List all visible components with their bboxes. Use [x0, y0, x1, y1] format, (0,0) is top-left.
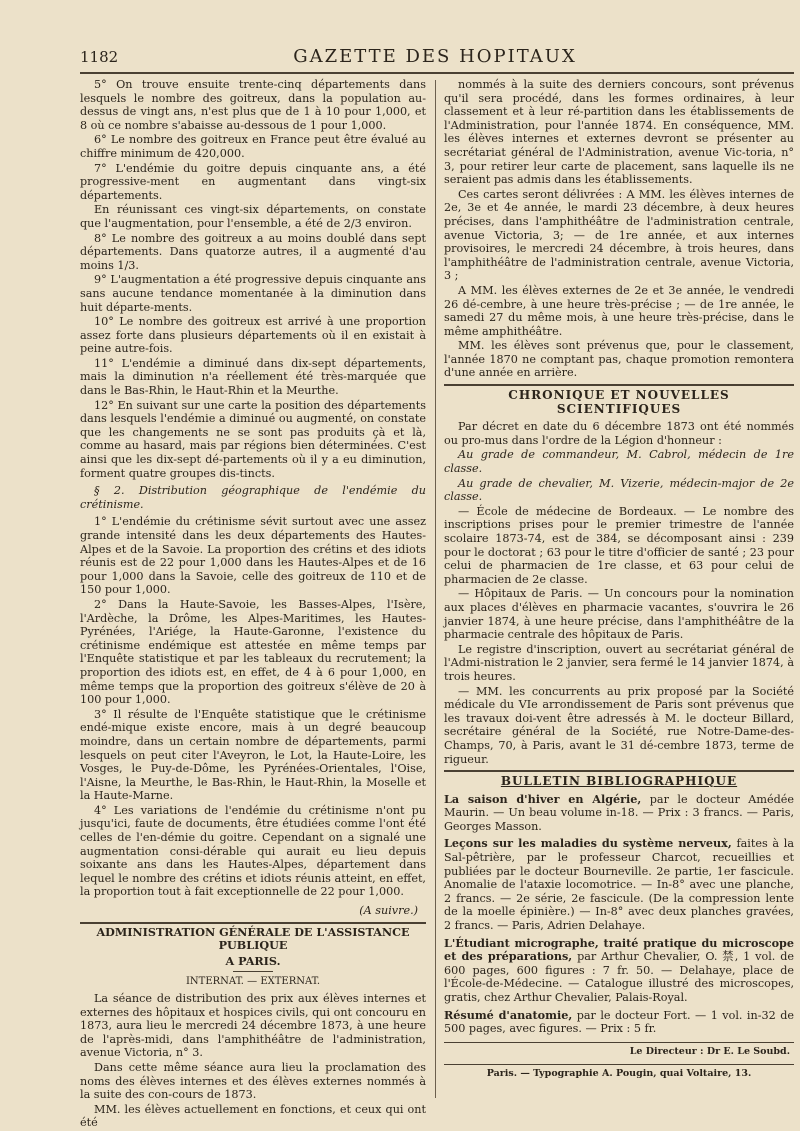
paragraph: A MM. les élèves externes de 2e et 3e année, le vendredi 26 dé-cembre, à une heure très-précise ; — de 1re année, le samedi 27 du même mois, à une heure très-précise, dans le même amphithéâtre.	[444, 283, 794, 338]
right-column	[444, 78, 794, 1083]
bulletin-title: BULLETIN BIBLIOGRAPHIQUE	[500, 774, 738, 789]
section-rule	[80, 922, 426, 924]
paragraph: Par décret en date du 6 décembre 1873 ont été nommés ou pro-mus dans l'ordre de la Légion d'honneur :	[444, 420, 794, 447]
paragraph: 12° En suivant sur une carte la position des départements dans lesquels l'endémie a diminué ou augmenté, on constate que les changements ne se sont pas produits çà et là, comme au hasard, mais par régions bien déterminées. C'est ainsi que les dix-sept dé-partements où il y a eu diminution, forment quatre groupes dis-tincts.	[80, 398, 426, 480]
paragraph: 9° L'augmentation a été progressive depuis cinquante ans sans aucune tendance momentanée à la diminution dans huit départe-ments.	[80, 273, 426, 314]
small-rule	[233, 971, 273, 972]
paragraph: Le registre d'inscription, ouvert au secrétariat général de l'Admi-nistration le 2 janvier, sera fermé le 14 janvier 1874, à trois heures.	[444, 642, 794, 683]
journal-title: GAZETTE DES HOPITAUX	[293, 46, 577, 67]
entry-title: Leçons sur les maladies du système nerveux,	[444, 836, 732, 851]
header-rule	[80, 72, 794, 74]
director-line: Le Directeur : Dr E. Le Soubd.	[629, 1045, 790, 1057]
paragraph: MM. les élèves sont prévenus que, pour le classement, l'année 1870 ne comptant pas, chaque promotion remontera d'une année en arrière.	[444, 339, 794, 380]
column-divider	[435, 80, 436, 1098]
page-header	[80, 46, 790, 72]
paragraph: 2° Dans la Haute-Savoie, les Basses-Alpes, l'Isère, l'Ardèche, la Drôme, les Alpes-Maritimes, les Hautes-Pyrénées, l'Ariége, la Haute-Garonne, l'existence du crétinisme endémique est attestée en même temps par l'Enquête statistique et par les tableaux du recrutement; la proportion des idiots est, en effet, de 4 à 6 pour 1,000, en même temps que la proportion des goitreux s'élève de 20 à 100 pour 1,000.	[80, 597, 426, 707]
paragraph: — Hôpitaux de Paris. — Un concours pour la nomination aux places d'élèves en pharmacie vacantes, s'ouvrira le 26 janvier 1874, à une heure précise, dans l'amphithéâtre de la pharmacie centrale des hôpitaux de Paris.	[444, 587, 794, 642]
paragraph: En réunissant ces vingt-six départements, on constate que l'augmentation, pour l'ensemble, a été de 2/3 environ.	[80, 203, 426, 230]
section-rule	[444, 770, 794, 772]
bibliography-entry	[444, 937, 794, 1005]
paragraph: 11° L'endémie a diminué dans dix-sept départements, mais la diminution n'a réellement été très-marquée que dans le Bas-Rhin, le Haut-Rhin et la Meurthe.	[80, 356, 426, 398]
paragraph: 4° Les variations de l'endémie du crétinisme n'ont pu jusqu'ici, faute de documents, être étudiées comme l'ont été celles de l'en-démie du goitre. Cependant on a signalé une augmentation consi-dérable qui aurait eu lieu depuis soixante ans dans les Hautes-Alpes, département dans lequel le nombre des crétins et idiots réunis atteint, en effet, la proportion tout à fait exceptionnelle de 22 pour 1,000.	[80, 803, 426, 899]
page-number: 1182	[80, 48, 119, 66]
footer-rule	[444, 1064, 794, 1065]
section-heading: § 2. Distribution géographique de l'endémie du crétinisme.	[80, 484, 426, 511]
entry-text: par le docteur Amédée Maurin. — Un beau volume in-18. — Prix : 3 francs. — Paris, Georges Masson.	[444, 792, 794, 833]
entry-title: L'Étudiant micrographe, traité pratique du microscope et des préparations,	[444, 935, 794, 964]
left-column	[80, 78, 426, 1131]
assistance-city: A PARIS.	[225, 953, 281, 968]
entry-title: Résumé d'anatomie,	[444, 1007, 573, 1022]
bibliography-entry	[444, 1009, 794, 1036]
paragraph: Ces cartes seront délivrées : A MM. les élèves internes de 2e, 3e et 4e année, le mardi 23 décembre, à deux heures précises, dans l'amphithéâtre de l'administration centrale, avenue Victoria, 3; — de 1re année, et aux internes provisoires, le mercredi 24 décembre, à trois heures, dans l'amphithéâtre de l'administration centrale, avenue Victoria, 3 ;	[444, 187, 794, 283]
assistance-title: ADMINISTRATION GÉNÉRALE DE L'ASSISTANCE PUBLIQUE	[96, 924, 410, 953]
paragraph: La séance de distribution des prix aux élèves internes et externes des hôpitaux et hospices civils, qui ont concouru en 1873, aura lieu le mercredi 24 décembre 1873, à une heure de l'après-midi, dans l'amphithéâtre de l'administration, avenue Victoria, n° 3.	[80, 992, 426, 1060]
printer-line: Paris. — Typographie A. Pougin, quai Voltaire, 13.	[486, 1068, 752, 1080]
continued-note: (A suivre.)	[359, 904, 418, 918]
entry-text: faites à la Sal-pêtrière, par le professeur Charcot, recueillies et publiées par le docteur Bourneville. 2e partie, 1er fascicule. Anomalie de l'ataxie locomotrice. — In-8° avec une planche, 2 francs. — 2e série, 2e fascicule. (De la compression lente de la moelle épinière.) — In-8° avec deux planches gravées, 2 francs. — Paris, Adrien Delahaye.	[444, 837, 794, 933]
bibliography-entry	[444, 837, 794, 932]
paragraph: MM. les élèves actuellement en fonctions, et ceux qui ont été	[80, 1102, 426, 1130]
entry-text: par Arthur Chevalier, O. 禁, 1 vol. de 600 pages, 600 figures : 7 fr. 50. — Delahaye, place de l'École-de-Médecine. — Catalogue illustré des microscopes, gratis, chez Arthur Chevalier, Palais-Royal.	[444, 950, 794, 1004]
internat-subhead: INTERNAT. — EXTERNAT.	[185, 976, 321, 988]
paragraph: Dans cette même séance aura lieu la proclamation des noms des élèves internes et des élèves externes nommés à la suite des con-cours de 1873.	[80, 1060, 426, 1102]
paragraph: 7° L'endémie du goitre depuis cinquante ans, a été progressive-ment en augmentant dans vingt-six départements.	[80, 161, 426, 202]
paragraph: 6° Le nombre des goitreux en France peut être évalué au chiffre minimum de 420,000.	[80, 133, 426, 160]
paragraph: 8° Le nombre des goitreux a au moins doublé dans sept départements. Dans quatorze autres, il a augmenté d'au moins 1/3.	[80, 231, 426, 272]
chronique-title: CHRONIQUE ET NOUVELLES SCIENTIFIQUES	[508, 388, 730, 416]
footer-rule	[444, 1042, 794, 1043]
bibliography-entry	[444, 793, 794, 834]
paragraph: 1° L'endémie du crétinisme sévit surtout avec une assez grande intensité dans les deux départements des Hautes-Alpes et de la Savoie. La proportion des crétins et des idiots réunis est de 22 pour 1,000 dans les Hautes-Alpes et de 16 pour 1,000 dans la Savoie, celle des goitreux de 110 et de 150 pour 1,000.	[80, 515, 426, 597]
paragraph: nommés à la suite des derniers concours, sont prévenus qu'il sera procédé, dans les formes ordinaires, à leur classement et à leur ré-partition dans les établissements de l'Administration, pour l'année 1874. En conséquence, MM. les élèves internes et externes devront se présenter au secrétariat général de l'Administration, avenue Vic-toria, n° 3, pour retirer leur carte de placement, sans laquelle ils ne seraient pas admis dans les établissements.	[444, 78, 794, 187]
paragraph: 3° Il résulte de l'Enquête statistique que le crétinisme endé-mique existe encore, mais à un degré beaucoup moindre, dans un certain nombre de départements, parmi lesquels on peut citer l'Aveyron, le Lot, la Haute-Loire, les Vosges, le Puy-de-Dôme, les Pyrénées-Orientales, l'Oise, l'Aisne, la Meurthe, le Bas-Rhin, le Haut-Rhin, la Moselle et la Haute-Marne.	[80, 707, 426, 803]
paragraph: — École de médecine de Bordeaux. — Le nombre des inscriptions prises pour le premier trimestre de l'année scolaire 1873-74, est de 384, se décomposant ainsi : 239 pour le doctorat ; 63 pour le titre d'officier de santé ; 23 pour celui de pharmacien de 1re classe, et 63 pour celui de pharmacien de 2e classe.	[444, 504, 794, 586]
paragraph: 10° Le nombre des goitreux est arrivé à une proportion assez forte dans plusieurs départements où il en existait à peine autre-fois.	[80, 315, 426, 356]
section-rule	[444, 384, 794, 386]
paragraph: Au grade de chevalier, M. Vizerie, médecin-major de 2e classe.	[444, 476, 794, 504]
entry-text: par le docteur Fort. — 1 vol. in-32 de 500 pages, avec figures. — Prix : 5 fr.	[444, 1008, 794, 1036]
paragraph: 5° On trouve ensuite trente-cinq départements dans lesquels le nombre des goitreux, dans la population au-dessus de vingt ans, n'est plus que de 1 à 10 pour 1,000, et 8 où ce nombre s'abaisse au-dessous de 1 pour 1,000.	[80, 78, 426, 132]
entry-title: La saison d'hiver en Algérie,	[444, 791, 642, 806]
paragraph: — MM. les concurrents au prix proposé par la Société médicale du VIe arrondissement de Paris sont prévenus que les travaux doi-vent être adressés à M. le docteur Billard, secrétaire général de la Société, rue Notre-Dame-des-Champs, 70, à Paris, avant le 31 dé-cembre 1873, terme de rigueur.	[444, 684, 794, 766]
paragraph: Au grade de commandeur, M. Cabrol, médecin de 1re classe.	[444, 448, 794, 476]
